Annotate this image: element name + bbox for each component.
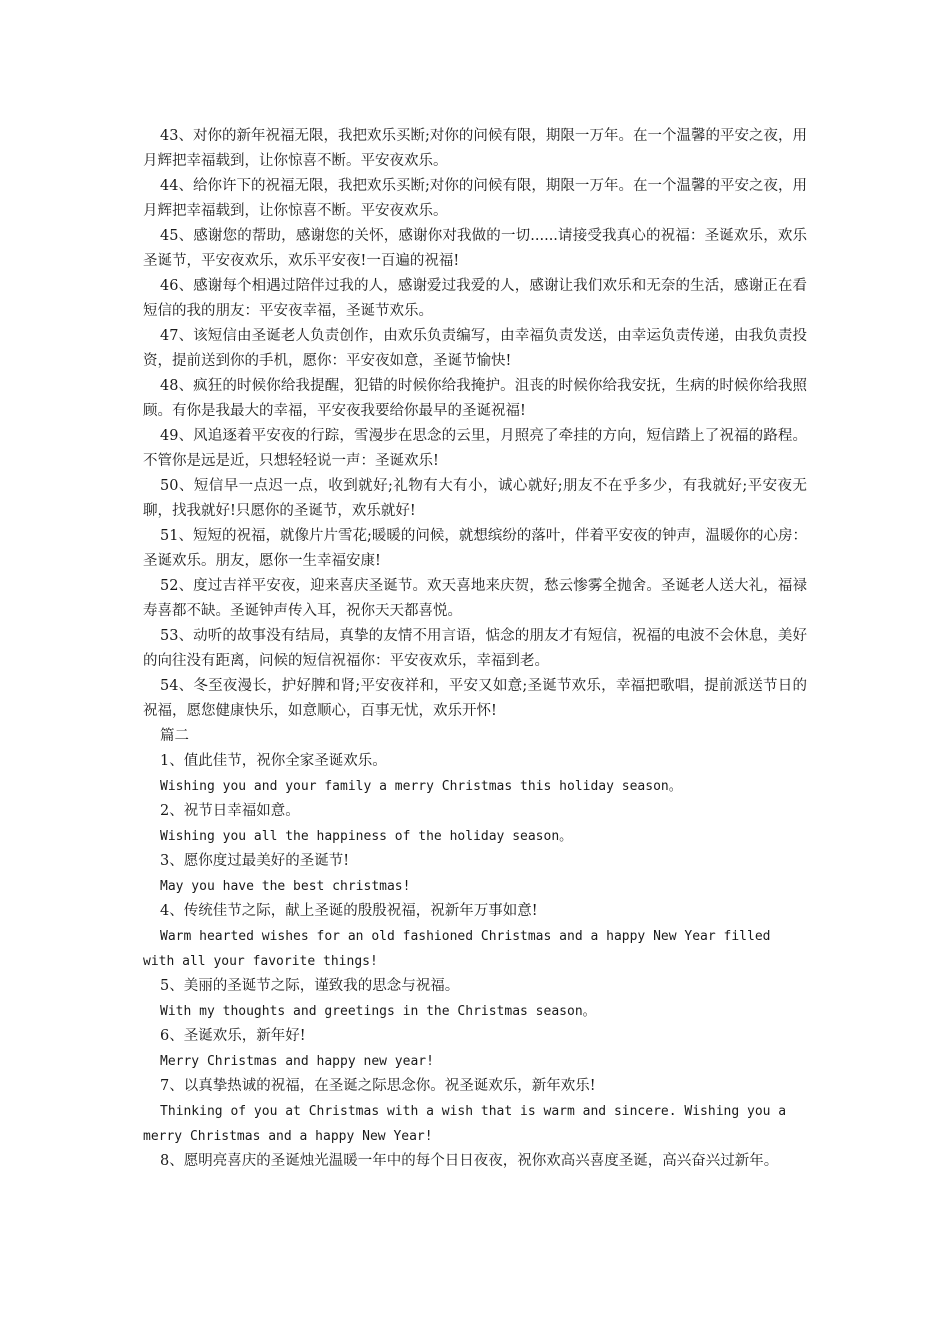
greeting-4-en: Warm hearted wishes for an old fashioned Christmas and a happy New Year filled with all your favorite things! (143, 929, 771, 969)
paragraph-53: 53、动听的故事没有结局，真挚的友情不用言语，惦念的朋友才有短信，祝福的电波不会休息，美好的向往没有距离，问候的短信祝福你：平安夜欢乐，幸福到老。 (143, 628, 807, 669)
greeting-3-zh: 3、愿你度过最美好的圣诞节! (160, 853, 350, 869)
greeting-6-zh: 6、圣诞欢乐，新年好! (160, 1028, 306, 1044)
greeting-5-en: With my thoughts and greetings in the Christmas season。 (160, 1004, 596, 1019)
greeting-2-zh: 2、祝节日幸福如意。 (160, 803, 300, 819)
paragraph-43: 43、对你的新年祝福无限，我把欢乐买断;对你的问候有限，期限一万年。在一个温馨的平安之夜，用月辉把幸福载到，让你惊喜不断。平安夜欢乐。 (143, 128, 807, 169)
paragraph-46: 46、感谢每个相遇过陪伴过我的人，感谢爱过我爱的人，感谢让我们欢乐和无奈的生活，感谢正在看短信的我的朋友：平安夜幸福，圣诞节欢乐。 (143, 278, 807, 319)
paragraph-47: 47、该短信由圣诞老人负责创作，由欢乐负责编写，由幸福负责发送，由幸运负责传递，由我负责投资，提前送到你的手机，愿你：平安夜如意，圣诞节愉快! (143, 328, 807, 369)
paragraph-50: 50、短信早一点迟一点，收到就好;礼物有大有小，诚心就好;朋友不在乎多少，有我就好;平安夜无聊，找我就好!只愿你的圣诞节，欢乐就好! (143, 478, 807, 519)
greeting-1-zh: 1、值此佳节，祝你全家圣诞欢乐。 (160, 753, 387, 769)
paragraph-49: 49、风追逐着平安夜的行踪，雪漫步在思念的云里，月照亮了牵挂的方向，短信踏上了祝福的路程。不管你是远是近，只想轻轻说一声：圣诞欢乐! (143, 428, 807, 469)
greeting-1-en: Wishing you and your family a merry Christmas this holiday season。 (160, 779, 682, 794)
paragraph-54: 54、冬至夜漫长，护好脾和肾;平安夜祥和，平安又如意;圣诞节欢乐，幸福把歌唱，提前派送节日的祝福，愿您健康快乐，如意顺心，百事无忧，欢乐开怀! (143, 678, 807, 719)
paragraph-51: 51、短短的祝福，就像片片雪花;暖暖的问候，就想缤纷的落叶，伴着平安夜的钟声，温暖你的心房：圣诞欢乐。朋友，愿你一生幸福安康! (143, 528, 807, 569)
greeting-7-zh: 7、以真挚热诚的祝福，在圣诞之际思念你。祝圣诞欢乐，新年欢乐! (160, 1078, 596, 1094)
greeting-3-en: May you have the best christmas! (160, 879, 411, 894)
paragraph-48: 48、疯狂的时候你给我提醒，犯错的时候你给我掩护。沮丧的时候你给我安抚，生病的时候你给我照顾。有你是我最大的幸福，平安夜我要给你最早的圣诞祝福! (143, 378, 807, 419)
section-heading: 篇二 (160, 728, 189, 744)
greeting-6-en: Merry Christmas and happy new year! (160, 1054, 434, 1069)
greeting-5-zh: 5、美丽的圣诞节之际，谨致我的思念与祝福。 (160, 978, 460, 994)
greeting-8-zh: 8、愿明亮喜庆的圣诞烛光温暖一年中的每个日日夜夜，祝你欢高兴喜度圣诞，高兴奋兴过新年。 (160, 1153, 779, 1169)
paragraph-52: 52、度过吉祥平安夜，迎来喜庆圣诞节。欢天喜地来庆贺，愁云惨雾全抛舍。圣诞老人送大礼，福禄寿喜都不缺。圣诞钟声传入耳，祝你天天都喜悦。 (143, 578, 807, 619)
greeting-2-en: Wishing you all the happiness of the holiday season。 (160, 829, 573, 844)
paragraph-45: 45、感谢您的帮助，感谢您的关怀，感谢你对我做的一切......请接受我真心的祝福：圣诞欢乐，欢乐圣诞节，平安夜欢乐，欢乐平安夜!一百遍的祝福! (143, 228, 807, 269)
greeting-4-zh: 4、传统佳节之际，献上圣诞的殷殷祝福，祝新年万事如意! (160, 903, 538, 919)
paragraph-44: 44、给你许下的祝福无限，我把欢乐买断;对你的问候有限，期限一万年。在一个温馨的平安之夜，用月辉把幸福载到，让你惊喜不断。平安夜欢乐。 (143, 178, 807, 219)
greeting-7-en: Thinking of you at Christmas with a wish that is warm and sincere. Wishing you a merry Christmas and a happy New Year! (143, 1104, 787, 1144)
document-body (143, 124, 807, 1174)
